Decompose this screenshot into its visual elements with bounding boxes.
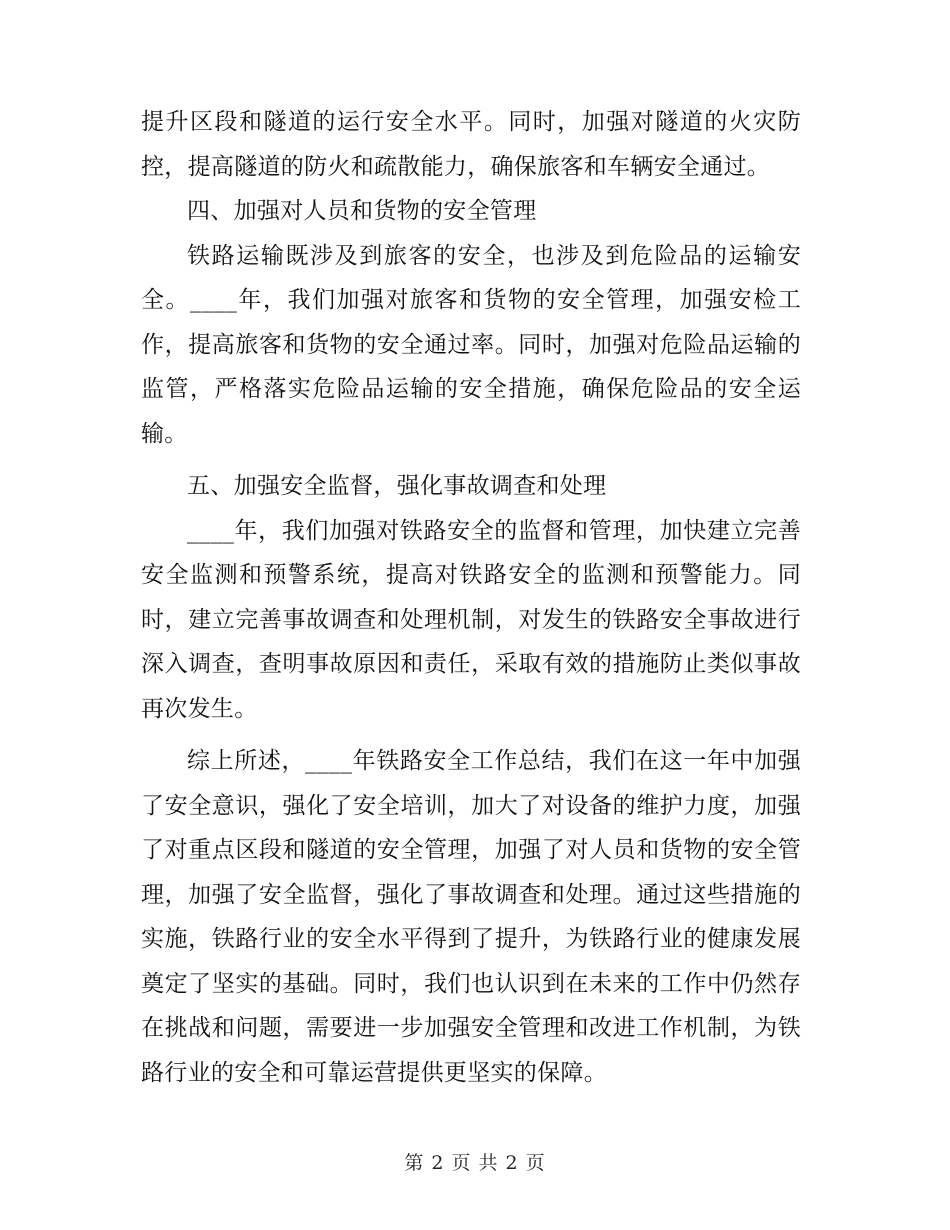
paragraph-supervision: ____年，我们加强对铁路安全的监督和管理，加快建立完善安全监测和预警系统，提高对铁路安全的监测和预警能力。同时，建立完善事故调查和处理机制，对发生的铁路安全事故进行深入调查，查明事故原因和责任，采取有效的措施防止类似事故再次发生。 — [141, 517, 801, 722]
paragraph-continuation: 提升区段和隧道的运行安全水平。同时，加强对隧道的火灾防控，提高隧道的防火和疏散能力，确保旅客和车辆安全通过。 — [141, 109, 801, 180]
paragraph-summary: 综上所述，____年铁路安全工作总结，我们在这一年中加强了安全意识，强化了安全培训，加大了对设备的维护力度，加强了对重点区段和隧道的安全管理，加强了对人员和货物的安全管理，加强了安全监督，强化了事故调查和处理。通过这些措施的实施，铁路行业的安全水平得到了提升，为铁路行业的健康发展奠定了坚实的基础。同时，我们也认识到在未来的工作中仍然存在挑战和问题，需要进一步加强安全管理和改进工作机制，为铁路行业的安全和可靠运营提供更坚实的保障。 — [141, 748, 801, 1086]
document-body — [141, 100, 801, 1095]
paragraph-personnel-cargo: 铁路运输既涉及到旅客的安全，也涉及到危险品的运输安全。____年，我们加强对旅客和货物的安全管理，加强安检工作，提高旅客和货物的安全通过率。同时，加强对危险品运输的监管，严格落实危险品运输的安全措施，确保危险品的安全运输。 — [141, 242, 801, 447]
section-heading-4: 四、加强对人员和货物的安全管理 — [187, 198, 537, 224]
section-heading-5: 五、加强安全监督，强化事故调查和处理 — [187, 473, 607, 499]
page-number-footer: 第 2 页 共 2 页 — [404, 1152, 546, 1174]
